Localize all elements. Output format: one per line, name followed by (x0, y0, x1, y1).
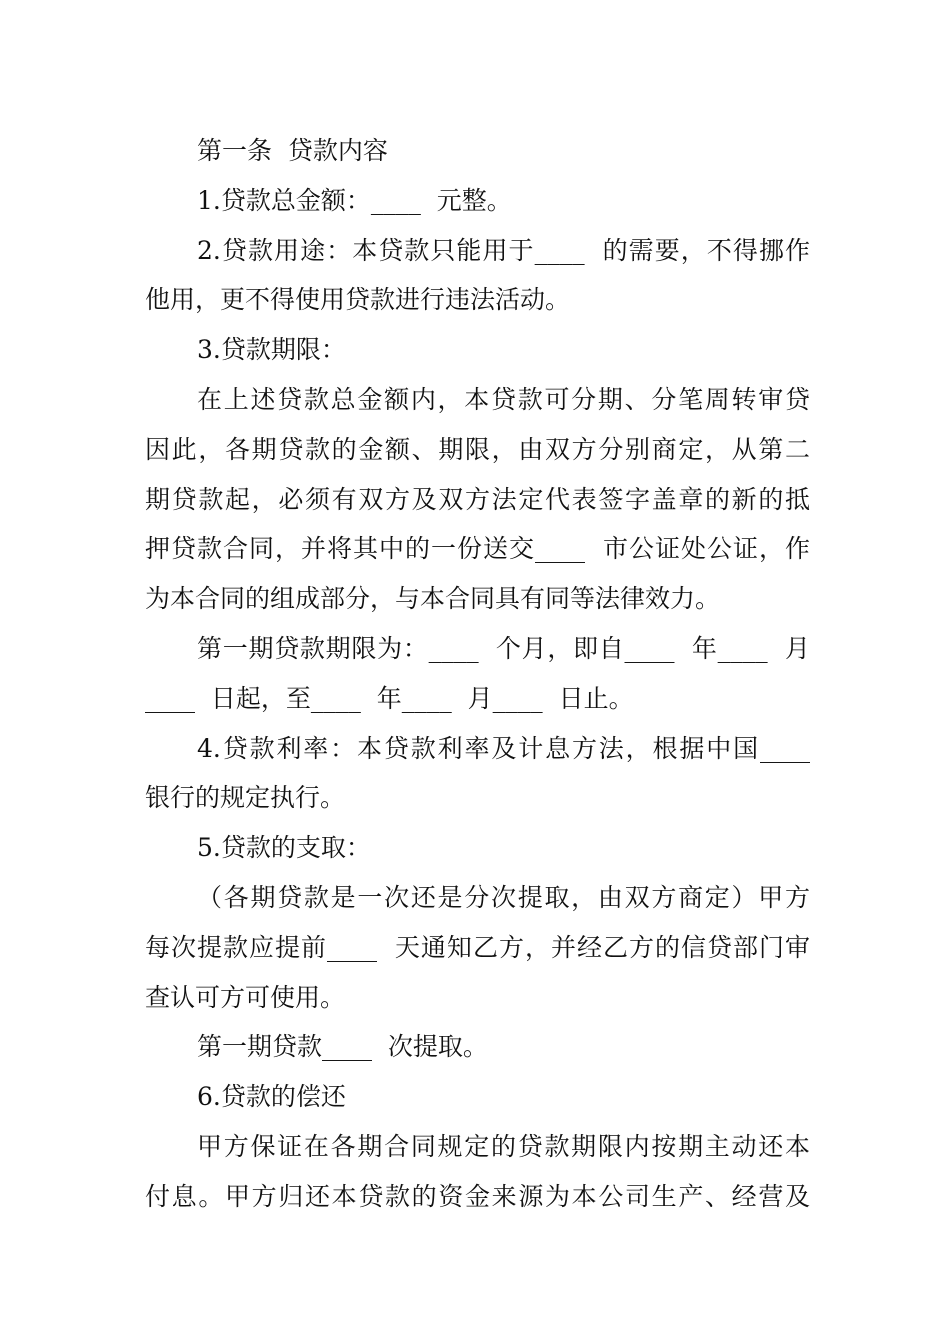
loan-term-paragraph-line-1: 在上述贷款总金额内，本贷款可分期、分笔周转审贷 (197, 384, 810, 414)
loan-withdrawal-paragraph-line-3: 查认可方可使用。 (145, 982, 346, 1012)
loan-withdrawal-paragraph-line-1: （各期贷款是一次还是分次提取，由双方商定）甲方 (197, 882, 810, 912)
loan-purpose-line: 2.贷款用途：本贷款只能用于____ 的需要，不得挪作 (197, 235, 810, 265)
loan-withdrawal-paragraph-line-2: 每次提款应提前____ 天通知乙方，并经乙方的信贷部门审 (145, 932, 810, 962)
contract-body (145, 126, 810, 1222)
first-period-withdrawal-line: 第一期贷款____ 次提取。 (197, 1032, 488, 1062)
loan-term-paragraph-line-4: 押贷款合同，并将其中的一份送交____ 市公证处公证，作 (145, 534, 810, 564)
section-heading: 第一条 贷款内容 (197, 136, 388, 165)
loan-term-paragraph-line-2: 因此，各期贷款的金额、期限，由双方分别商定，从第二 (145, 434, 810, 464)
loan-term-heading: 3.贷款期限： (197, 335, 346, 365)
loan-rate-line: 4.贷款利率：本贷款利率及计息方法，根据中国____ (197, 733, 810, 763)
loan-repayment-heading: 6.贷款的偿还 (197, 1082, 346, 1112)
loan-rate-continuation: 银行的规定执行。 (145, 783, 346, 813)
loan-purpose-continuation: 他用，更不得使用贷款进行违法活动。 (145, 285, 571, 315)
loan-repayment-paragraph-line-1: 甲方保证在各期合同规定的贷款期限内按期主动还本 (197, 1131, 810, 1161)
loan-term-paragraph-line-3: 期贷款起，必须有双方及双方法定代表签字盖章的新的抵 (145, 484, 810, 514)
first-period-term-line-2: ____ 日起，至____ 年____ 月____ 日止。 (145, 683, 634, 713)
loan-repayment-paragraph-line-2: 付息。甲方归还本贷款的资金来源为本公司生产、经营及 (145, 1181, 810, 1211)
loan-term-paragraph-line-5: 为本合同的组成部分，与本合同具有同等法律效力。 (145, 584, 721, 614)
loan-withdrawal-heading: 5.贷款的支取： (197, 833, 371, 863)
first-period-term-line-1: 第一期贷款期限为：____ 个月，即自____ 年____ 月 (197, 633, 810, 663)
loan-amount-line: 1.贷款总金额：____ 元整。 (197, 185, 512, 215)
